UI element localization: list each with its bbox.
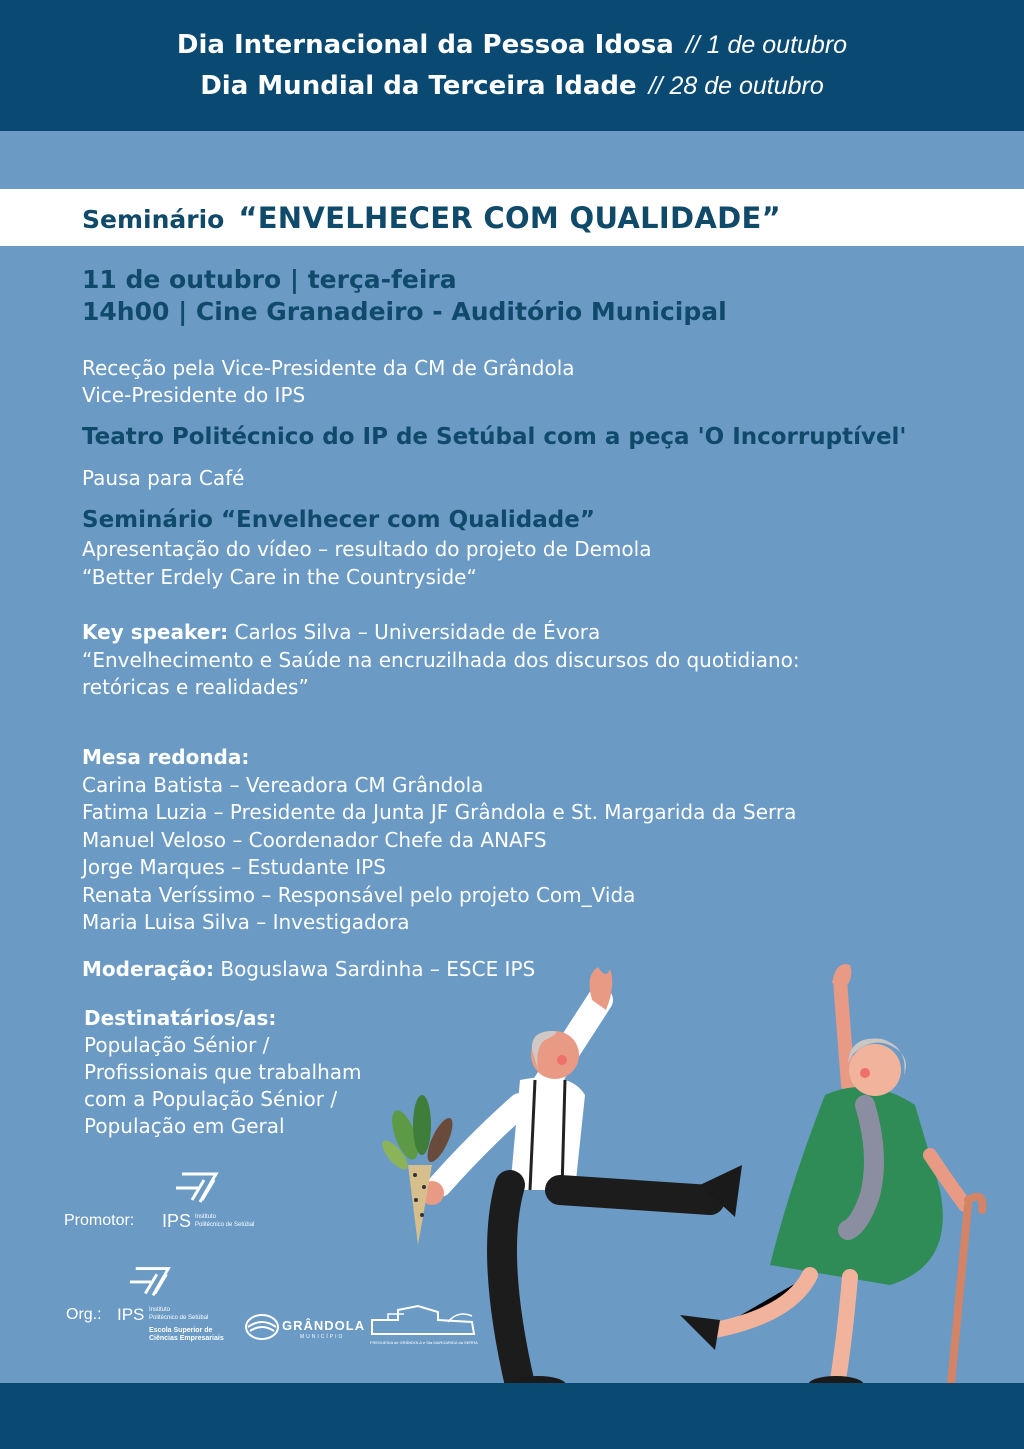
- round-table-label: Mesa redonda:: [82, 745, 250, 769]
- audience-label: Destinatários/as:: [84, 1006, 277, 1030]
- round-table-member: Fatima Luzia – Presidente da Junta JF Grândola e St. Margarida da Serra: [82, 800, 797, 824]
- org-ips-full-2: Politécnico de Setúbal: [149, 1315, 209, 1321]
- org-ips: IPS: [117, 1305, 145, 1324]
- world-day-date: // 28 de outubro: [648, 72, 824, 100]
- promoter-ips-full-1: Instituto: [195, 1214, 217, 1220]
- ips-logo-icon: [176, 1166, 224, 1208]
- keynote-title-1: “Envelhecimento e Saúde na encruzilhada dos discursos do quotidiano:: [82, 648, 800, 672]
- video-line-2: “Better Erdely Care in the Countryside“: [82, 565, 477, 589]
- grandola-logo-icon: [244, 1313, 280, 1341]
- grandola-name: GRÂNDOLA: [282, 1318, 366, 1333]
- world-day-title: Dia Mundial da Terceira Idade: [200, 71, 637, 101]
- org-label: Org.:: [66, 1306, 102, 1323]
- keynote-speaker: Carlos Silva – Universidade de Évora: [228, 620, 601, 644]
- audience-item: População em Geral: [84, 1114, 285, 1138]
- event-date: 11 de outubro | terça-feira: [82, 265, 457, 294]
- event-time-place: 14h00 | Cine Granadeiro - Auditório Municipal: [82, 297, 727, 326]
- footer-bar: [0, 1383, 1024, 1449]
- promoter-ips-full-2: Politécnico de Setúbal: [195, 1222, 255, 1228]
- seminar-title: [82, 201, 781, 235]
- header-line-2: [0, 71, 1024, 101]
- round-table-member: Maria Luisa Silva – Investigadora: [82, 910, 410, 934]
- moderator: Boguslawa Sardinha – ESCE IPS: [213, 957, 536, 981]
- keynote-label: Key speaker:: [82, 620, 229, 644]
- theatre-heading: Teatro Politécnico do IP de Setúbal com a peça 'O Incorruptível': [82, 424, 907, 450]
- audience-item: com a População Sénior /: [84, 1087, 338, 1111]
- reception-line-2: Vice-Presidente do IPS: [82, 383, 306, 407]
- promoter-label: Promotor:: [64, 1212, 135, 1229]
- round-table-member: Jorge Marques – Estudante IPS: [82, 855, 386, 879]
- audience-item: População Sénior /: [84, 1033, 270, 1057]
- ips-org-logo-icon: [130, 1260, 176, 1302]
- seminar-prefix: Seminário: [82, 205, 225, 234]
- international-day-title: Dia Internacional da Pessoa Idosa: [176, 30, 674, 60]
- keynote-line: [82, 619, 600, 647]
- esce-line-1: Escola Superior de: [149, 1327, 213, 1334]
- header-line-1: [0, 30, 1024, 60]
- org-ips-full-1: Instituto: [149, 1307, 171, 1313]
- keynote-title-2: retóricas e realidades”: [82, 675, 309, 699]
- promoter-ips: IPS: [162, 1211, 192, 1231]
- seminar-heading: Seminário “Envelhecer com Qualidade”: [82, 507, 595, 533]
- reception-line-1: Receção pela Vice-Presidente da CM de Grândola: [82, 356, 575, 380]
- audience-item: Profissionais que trabalham: [84, 1060, 362, 1084]
- esce-line-2: Ciências Empresariais: [149, 1335, 224, 1342]
- video-line-1: Apresentação do vídeo – resultado do projeto de Demola: [82, 537, 652, 561]
- round-table-member: Carina Batista – Vereadora CM Grândola: [82, 773, 484, 797]
- round-table-member: Manuel Veloso – Coordenador Chefe da ANAFS: [82, 828, 547, 852]
- coffee-break: Pausa para Café: [82, 466, 245, 490]
- freguesia-name: FREGUESIA de GRÂNDOLA e Sta MARGARIDA da SERRA: [370, 1340, 478, 1345]
- freguesia-logo-icon: [368, 1300, 478, 1338]
- header-bar: [0, 0, 1024, 131]
- international-day-date: // 1 de outubro: [685, 31, 848, 59]
- round-table-member: Renata Veríssimo – Responsável pelo projeto Com_Vida: [82, 883, 636, 907]
- grandola-sub: MUNICÍPIO: [300, 1334, 345, 1340]
- seminar-name: “ENVELHECER COM QUALIDADE”: [238, 201, 781, 235]
- moderation-label: Moderação:: [82, 957, 214, 981]
